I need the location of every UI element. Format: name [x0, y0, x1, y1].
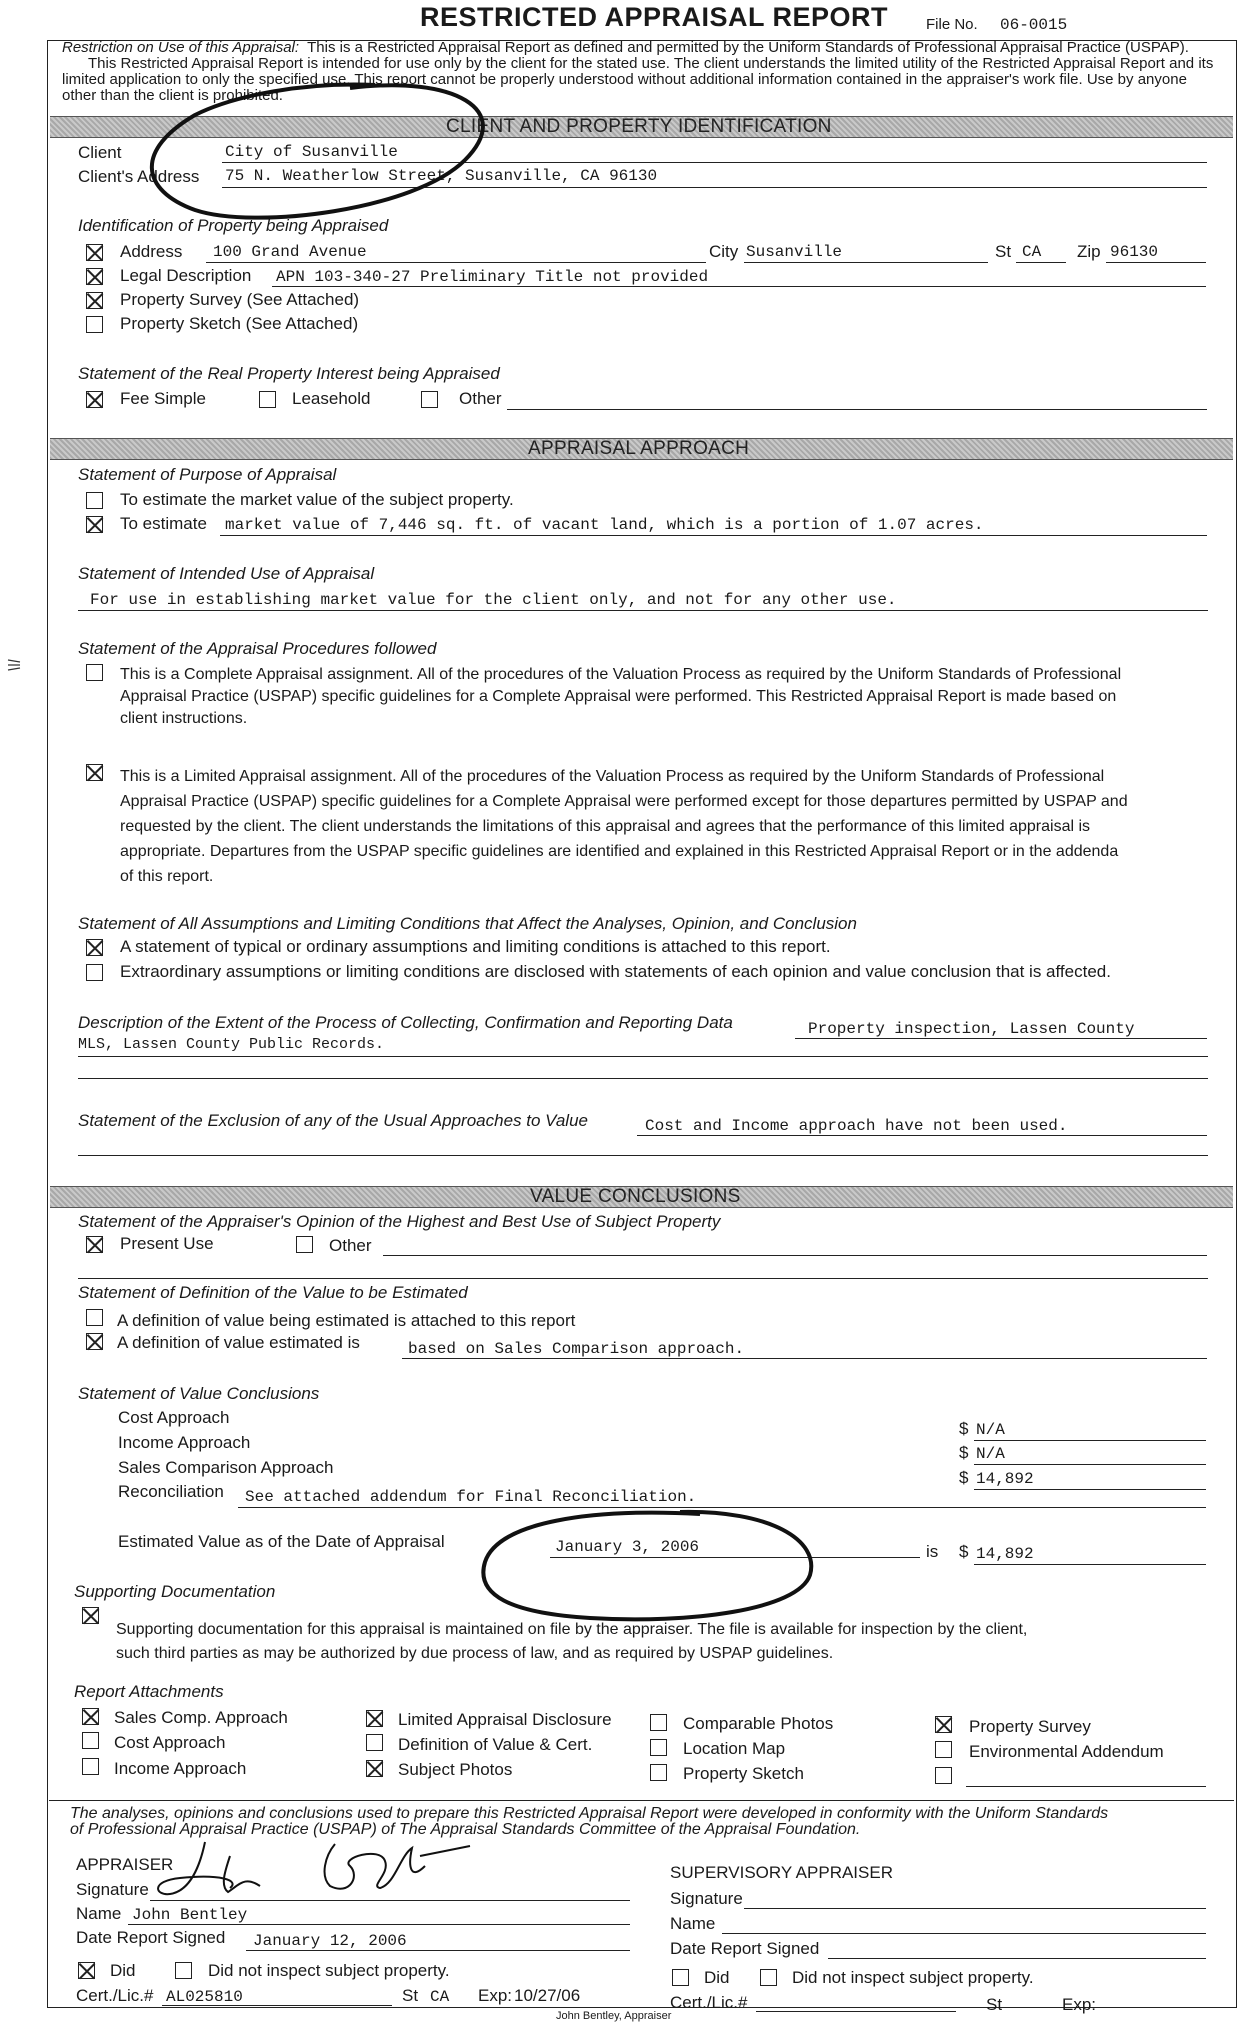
purpose-estimate-label: To estimate [120, 514, 207, 533]
attach-sketch-label: Property Sketch [683, 1764, 804, 1783]
limited-line4: appropriate. Departures from the USPAP specific guidelines are identified and explained in this Restricted Appraisal Report or in the addenda [120, 843, 1119, 860]
intended-use-value: For use in establishing market value for the client only, and not for any other use. [90, 591, 897, 609]
is-label: is [926, 1542, 939, 1561]
extent-heading: Description of the Extent of the Process of Collecting, Confirmation and Reporting Data [78, 1013, 733, 1032]
extraordinary-assumptions-label: Extraordinary assumptions or limiting conditions are disclosed with statements of each opinion and value conclusion that is affected. [120, 962, 1111, 981]
limited-line1: This is a Limited Appraisal assignment. All of the procedures of the Valuation Process as required by the Uniform Standards of Professional [120, 768, 1105, 785]
supporting-line2: such third parties as may be authorized by due process of law, and as required by USPAP guidelines. [116, 1645, 834, 1662]
leasehold-checkbox[interactable] [259, 391, 276, 408]
certification-line1: The analyses, opinions and conclusions used to prepare this Restricted Appraisal Report were developed in conformity with the Uniform Standards [70, 1805, 1109, 1822]
estimated-value: 14,892 [976, 1545, 1034, 1563]
attach-blank-checkbox[interactable] [935, 1767, 952, 1784]
leasehold-label: Leasehold [292, 389, 371, 408]
appraiser-footer: John Bentley, Appraiser [556, 2010, 672, 2022]
attach-income-checkbox[interactable] [82, 1758, 99, 1775]
sales-currency: $ [959, 1468, 969, 1487]
definition-heading: Statement of Definition of the Value to be Estimated [78, 1283, 468, 1302]
cost-approach-value: N/A [976, 1421, 1005, 1439]
appraiser-exp-label: Exp: [478, 1986, 513, 2005]
supervisor-exp-label: Exp: [1062, 1995, 1097, 2014]
city-label: City [709, 242, 739, 261]
property-sketch-label: Property Sketch (See Attached) [120, 314, 359, 333]
appraiser-name-value: John Bentley [132, 1906, 248, 1924]
appraiser-did-label: Did [110, 1961, 136, 1980]
handwritten-circle-client [135, 60, 525, 240]
fee-simple-label: Fee Simple [120, 389, 206, 408]
attach-definition-label: Definition of Value & Cert. [398, 1735, 593, 1754]
assumptions-heading: Statement of All Assumptions and Limiting Conditions that Affect the Analyses, Opinion, and Conclusion [78, 914, 857, 933]
limited-line5: of this report. [120, 868, 214, 885]
attach-comparable-checkbox[interactable] [650, 1714, 667, 1731]
limited-appraisal-text [120, 764, 1220, 889]
section-approach-title: APPRAISAL APPROACH [528, 438, 750, 459]
zip-value: 96130 [1110, 243, 1159, 261]
hbu-other-label: Other [329, 1236, 372, 1255]
section-value-band [50, 1186, 1233, 1208]
typical-assumptions-label: A statement of typical or ordinary assumptions and limiting conditions is attached to this report. [120, 937, 831, 956]
appraiser-exp-value: 10/27/06 [514, 1986, 581, 2005]
restriction-line3: limited application to only the specified use. This report cannot be properly understood without additional information contained in the appraiser's work file. Use by anyone [62, 71, 1187, 88]
appraiser-did-not-label: Did not inspect subject property. [208, 1961, 450, 1980]
supervisor-date-label: Date Report Signed [670, 1939, 820, 1958]
interest-other-label: Other [459, 389, 502, 408]
supervisor-did-label: Did [704, 1968, 730, 1987]
present-use-checkbox[interactable] [86, 1236, 103, 1253]
zip-label: Zip [1077, 242, 1101, 261]
file-no-value: 06-0015 [1000, 16, 1068, 34]
income-approach-label: Income Approach [118, 1433, 251, 1452]
limited-line3: requested by the client. The client understands the limitations of this appraisal and agrees that the performance of this limited appraisal is [120, 818, 1091, 835]
client-value: City of Susanville [225, 143, 398, 161]
complete-line1: This is a Complete Appraisal assignment. All of the procedures of the Valuation Process as required by the Uniform Standards of Professional [120, 666, 1122, 683]
section-approach-band [50, 438, 1233, 460]
attach-limited-checkbox[interactable] [366, 1710, 383, 1727]
attach-sales-label: Sales Comp. Approach [114, 1708, 288, 1727]
fee-simple-checkbox[interactable] [86, 391, 103, 408]
reconciliation-value: See attached addendum for Final Reconciliation. [245, 1488, 697, 1506]
property-heading: Identification of Property being Appraised [78, 216, 389, 235]
property-survey-checkbox[interactable] [86, 292, 103, 309]
supervisor-st-label: St [986, 1995, 1003, 2014]
purpose-estimate-value: market value of 7,446 sq. ft. of vacant land, which is a portion of 1.07 acres. [225, 516, 984, 534]
client-address-label: Client's Address [78, 167, 200, 186]
address-value: 100 Grand Avenue [213, 243, 367, 261]
attach-definition-checkbox[interactable] [366, 1734, 383, 1751]
attach-comparable-label: Comparable Photos [683, 1714, 834, 1733]
address-checkbox[interactable] [86, 244, 103, 261]
attach-location-checkbox[interactable] [650, 1739, 667, 1756]
appraiser-signature [150, 1836, 490, 1906]
reconciliation-label: Reconciliation [118, 1482, 224, 1501]
attach-survey-label: Property Survey [969, 1717, 1091, 1736]
restriction-line1: This is a Restricted Appraisal Report as defined and permitted by the Uniform Standards of Professional Appraisal Practice (USPAP). [307, 39, 1189, 56]
income-approach-value: N/A [976, 1445, 1005, 1463]
appraiser-did-not-checkbox[interactable] [175, 1962, 192, 1979]
supervisor-did-not-label: Did not inspect subject property. [792, 1968, 1034, 1987]
definition-estimated-label: A definition of value estimated is [117, 1333, 360, 1352]
income-currency: $ [959, 1443, 969, 1462]
estimated-currency: $ [959, 1542, 969, 1561]
appraiser-cert-label: Cert./Lic.# [76, 1986, 154, 2005]
city-value: Susanville [746, 243, 843, 261]
attach-location-label: Location Map [683, 1739, 786, 1758]
supervisor-cert-label: Cert./Lic.# [670, 1993, 748, 2012]
conclusions-heading: Statement of Value Conclusions [78, 1384, 320, 1403]
estimated-value-label: Estimated Value as of the Date of Appraisal [118, 1532, 445, 1551]
restriction-label: Restriction on Use of this Appraisal: [62, 39, 300, 56]
attach-cost-label: Cost Approach [114, 1733, 226, 1752]
extent-value2: MLS, Lassen County Public Records. [78, 1036, 385, 1053]
complete-line2: Appraisal Practice (USPAP) specific guidelines for a Complete Appraisal were performed. This Restricted Appraisal Report is made based on [120, 688, 1117, 705]
appraiser-date-value: January 12, 2006 [253, 1932, 407, 1950]
supporting-heading: Supporting Documentation [74, 1582, 276, 1601]
section-client-title: CLIENT AND PROPERTY IDENTIFICATION [446, 116, 832, 137]
attach-income-label: Income Approach [114, 1759, 247, 1778]
restriction-line4: other than the client is prohibited. [62, 87, 283, 104]
supervisor-heading: SUPERVISORY APPRAISER [670, 1863, 893, 1882]
supervisor-did-checkbox[interactable] [672, 1969, 689, 1986]
exclusion-value: Cost and Income approach have not been used. [645, 1117, 1068, 1135]
attach-photos-checkbox[interactable] [366, 1760, 383, 1777]
handwritten-circle-date [470, 1500, 830, 1630]
typical-assumptions-checkbox[interactable] [86, 939, 103, 956]
complete-line3: client instructions. [120, 710, 248, 727]
supervisor-name-label: Name [670, 1914, 716, 1933]
appraiser-did-checkbox[interactable] [78, 1962, 95, 1979]
st-label: St [995, 242, 1012, 261]
property-survey-label: Property Survey (See Attached) [120, 290, 360, 309]
attach-environmental-label: Environmental Addendum [969, 1742, 1164, 1761]
interest-other-checkbox[interactable] [421, 391, 438, 408]
definition-estimated-checkbox[interactable] [86, 1333, 103, 1350]
purpose-market-checkbox[interactable] [86, 492, 103, 509]
sales-approach-label: Sales Comparison Approach [118, 1458, 334, 1477]
margin-mark [6, 656, 22, 674]
legal-description-label: Legal Description [120, 266, 252, 285]
certification-line2: of Professional Appraisal Practice (USPAP) of The Appraisal Standards Committee of the Appraisal Foundation. [70, 1821, 861, 1838]
hbu-other-checkbox[interactable] [296, 1236, 313, 1253]
cost-currency: $ [959, 1419, 969, 1438]
attach-limited-label: Limited Appraisal Disclosure [398, 1710, 612, 1729]
section-value-title: VALUE CONCLUSIONS [530, 1186, 741, 1207]
restriction-line2: This Restricted Appraisal Report is intended for use only by the client for the stated use. The client understands the limited utility of the Restricted Appraisal Report and its [88, 55, 1214, 72]
appraiser-cert-value: AL025810 [166, 1988, 243, 2006]
supervisor-signature-label: Signature [670, 1889, 743, 1908]
attach-sales-checkbox[interactable] [82, 1708, 99, 1725]
purpose-estimate-checkbox[interactable] [86, 516, 103, 533]
intended-use-heading: Statement of Intended Use of Appraisal [78, 564, 375, 583]
client-address-value: 75 N. Weatherlow Street, Susanville, CA 96130 [225, 167, 658, 185]
supporting-checkbox[interactable] [82, 1607, 99, 1624]
appraiser-name-label: Name [76, 1904, 122, 1923]
appraiser-st-value: CA [430, 1988, 450, 2006]
definition-attached-checkbox[interactable] [86, 1309, 103, 1326]
appraiser-signature-label: Signature [76, 1880, 149, 1899]
cost-approach-label: Cost Approach [118, 1408, 230, 1427]
definition-attached-label: A definition of value being estimated is attached to this report [117, 1311, 576, 1330]
appraiser-st-label: St [402, 1986, 419, 2005]
hbu-heading: Statement of the Appraiser's Opinion of the Highest and Best Use of Subject Property [78, 1212, 721, 1231]
property-sketch-checkbox[interactable] [86, 316, 103, 333]
complete-appraisal-checkbox[interactable] [86, 664, 103, 681]
address-label: Address [120, 242, 183, 261]
purpose-heading: Statement of Purpose of Appraisal [78, 465, 337, 484]
extraordinary-assumptions-checkbox[interactable] [86, 964, 103, 981]
estimated-date-value: January 3, 2006 [555, 1538, 700, 1556]
limited-line2: Appraisal Practice (USPAP) specific guidelines for a Complete Appraisal were performed except for those departures permitted by USPAP and [120, 793, 1128, 810]
definition-estimated-value: based on Sales Comparison approach. [408, 1340, 745, 1358]
limited-appraisal-checkbox[interactable] [86, 764, 103, 781]
sales-approach-value: 14,892 [976, 1470, 1034, 1488]
supporting-line1: Supporting documentation for this appraisal is maintained on file by the appraiser. The file is available for inspection by the client, [116, 1621, 1028, 1638]
supervisor-did-not-checkbox[interactable] [760, 1969, 777, 1986]
exclusion-heading: Statement of the Exclusion of any of the Usual Approaches to Value [78, 1111, 588, 1130]
certification-text [70, 1806, 1108, 1838]
attach-environmental-checkbox[interactable] [935, 1741, 952, 1758]
extent-value1: Property inspection, Lassen County [808, 1020, 1135, 1038]
st-value: CA [1022, 243, 1042, 261]
attach-survey-checkbox[interactable] [935, 1716, 952, 1733]
legal-description-checkbox[interactable] [86, 268, 103, 285]
appraiser-date-label: Date Report Signed [76, 1928, 226, 1947]
interest-heading: Statement of the Real Property Interest being Appraised [78, 364, 500, 383]
file-no-label: File No. [926, 16, 978, 33]
client-label: Client [78, 143, 122, 162]
appraiser-heading: APPRAISER [76, 1855, 174, 1874]
legal-description-value: APN 103-340-27 Preliminary Title not provided [276, 268, 709, 286]
complete-appraisal-text [120, 664, 1220, 730]
attach-sketch-checkbox[interactable] [650, 1764, 667, 1781]
attach-cost-checkbox[interactable] [82, 1732, 99, 1749]
attach-photos-label: Subject Photos [398, 1760, 513, 1779]
procedures-heading: Statement of the Appraisal Procedures followed [78, 639, 437, 658]
present-use-label: Present Use [120, 1234, 214, 1253]
report-title: RESTRICTED APPRAISAL REPORT [420, 2, 889, 32]
purpose-market-label: To estimate the market value of the subject property. [120, 490, 514, 509]
attachments-heading: Report Attachments [74, 1682, 224, 1701]
